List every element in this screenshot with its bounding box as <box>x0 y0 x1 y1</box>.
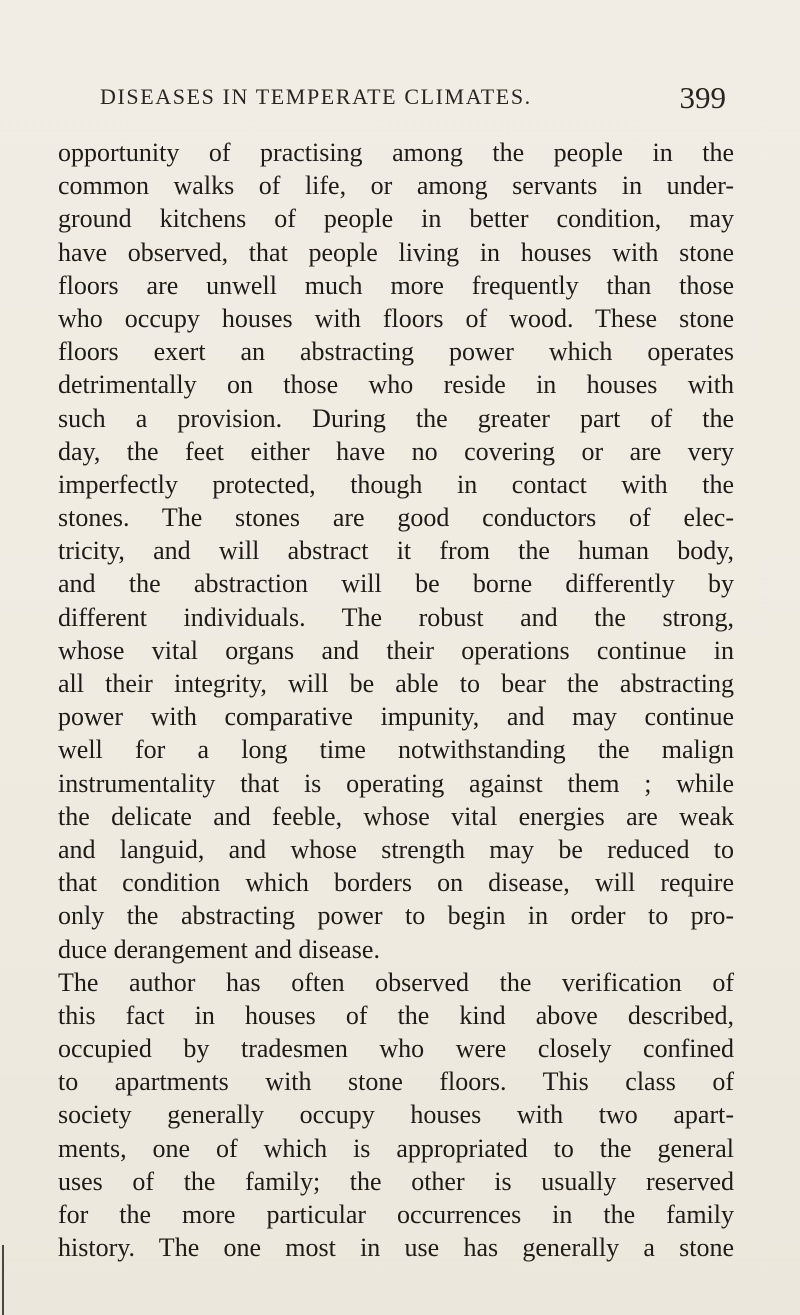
text-line: detrimentally on those who reside in houses with <box>58 370 734 400</box>
text-line: imperfectly protected, though in contact with the <box>58 469 734 499</box>
text-line: for the more particular occurrences in the family <box>58 1200 734 1229</box>
text-line: floors are unwell much more frequently than those <box>58 270 734 300</box>
text-line: to apartments with stone floors. This class of <box>58 1067 734 1097</box>
text-line: and the abstraction will be borne differently by <box>58 569 734 599</box>
text-line: instrumentality that is operating against them ; while <box>58 768 734 798</box>
text-line: have observed, that people living in houses with stone <box>58 237 734 267</box>
text-line: all their integrity, will be able to bear the abstracting <box>58 669 734 698</box>
text-line: ments, one of which is appropriated to the general <box>58 1133 734 1163</box>
text-line: this fact in houses of the kind above described, <box>58 1000 734 1030</box>
text-line: uses of the family; the other is usually reserved <box>58 1166 734 1196</box>
text-line: history. The one most in use has generally a stone <box>58 1233 734 1263</box>
page-number: 399 <box>679 80 726 115</box>
text-line: and languid, and whose strength may be reduced to <box>58 834 734 864</box>
text-line: stones. The stones are good conductors of elec- <box>58 503 734 533</box>
text-line-paragraph-end: duce derangement and disease. <box>58 934 380 964</box>
text-line: tricity, and will abstract it from the human body, <box>58 536 734 566</box>
text-line: floors exert an abstracting power which operates <box>58 337 734 367</box>
text-line-paragraph-start: The author has often observed the verification of <box>58 967 734 997</box>
running-head <box>86 80 726 115</box>
text-line: well for a long time notwithstanding the malign <box>58 735 734 765</box>
text-line: such a provision. During the greater part of the <box>58 403 734 433</box>
body-text <box>58 136 734 1264</box>
text-line: whose vital organs and their operations continue in <box>58 635 734 665</box>
text-line: power with comparative impunity, and may continue <box>58 702 734 732</box>
text-line: ground kitchens of people in better condition, may <box>58 204 734 234</box>
text-line: opportunity of practising among the people in the <box>58 138 734 167</box>
text-line: occupied by tradesmen who were closely confined <box>58 1034 734 1064</box>
text-line: who occupy houses with floors of wood. These stone <box>58 303 734 333</box>
text-line: day, the feet either have no covering or are very <box>58 436 734 466</box>
text-line: the delicate and feeble, whose vital energies are weak <box>58 801 734 831</box>
text-line: only the abstracting power to begin in order to pro- <box>58 901 734 931</box>
running-head-title: DISEASES IN TEMPERATE CLIMATES. <box>100 84 532 109</box>
text-line: different individuals. The robust and the strong, <box>58 602 734 632</box>
text-line: common walks of life, or among servants in under- <box>58 171 734 201</box>
text-line: that condition which borders on disease, will require <box>58 868 734 898</box>
text-line: society generally occupy houses with two apart- <box>58 1100 734 1130</box>
gutter-edge-line <box>2 1245 4 1315</box>
